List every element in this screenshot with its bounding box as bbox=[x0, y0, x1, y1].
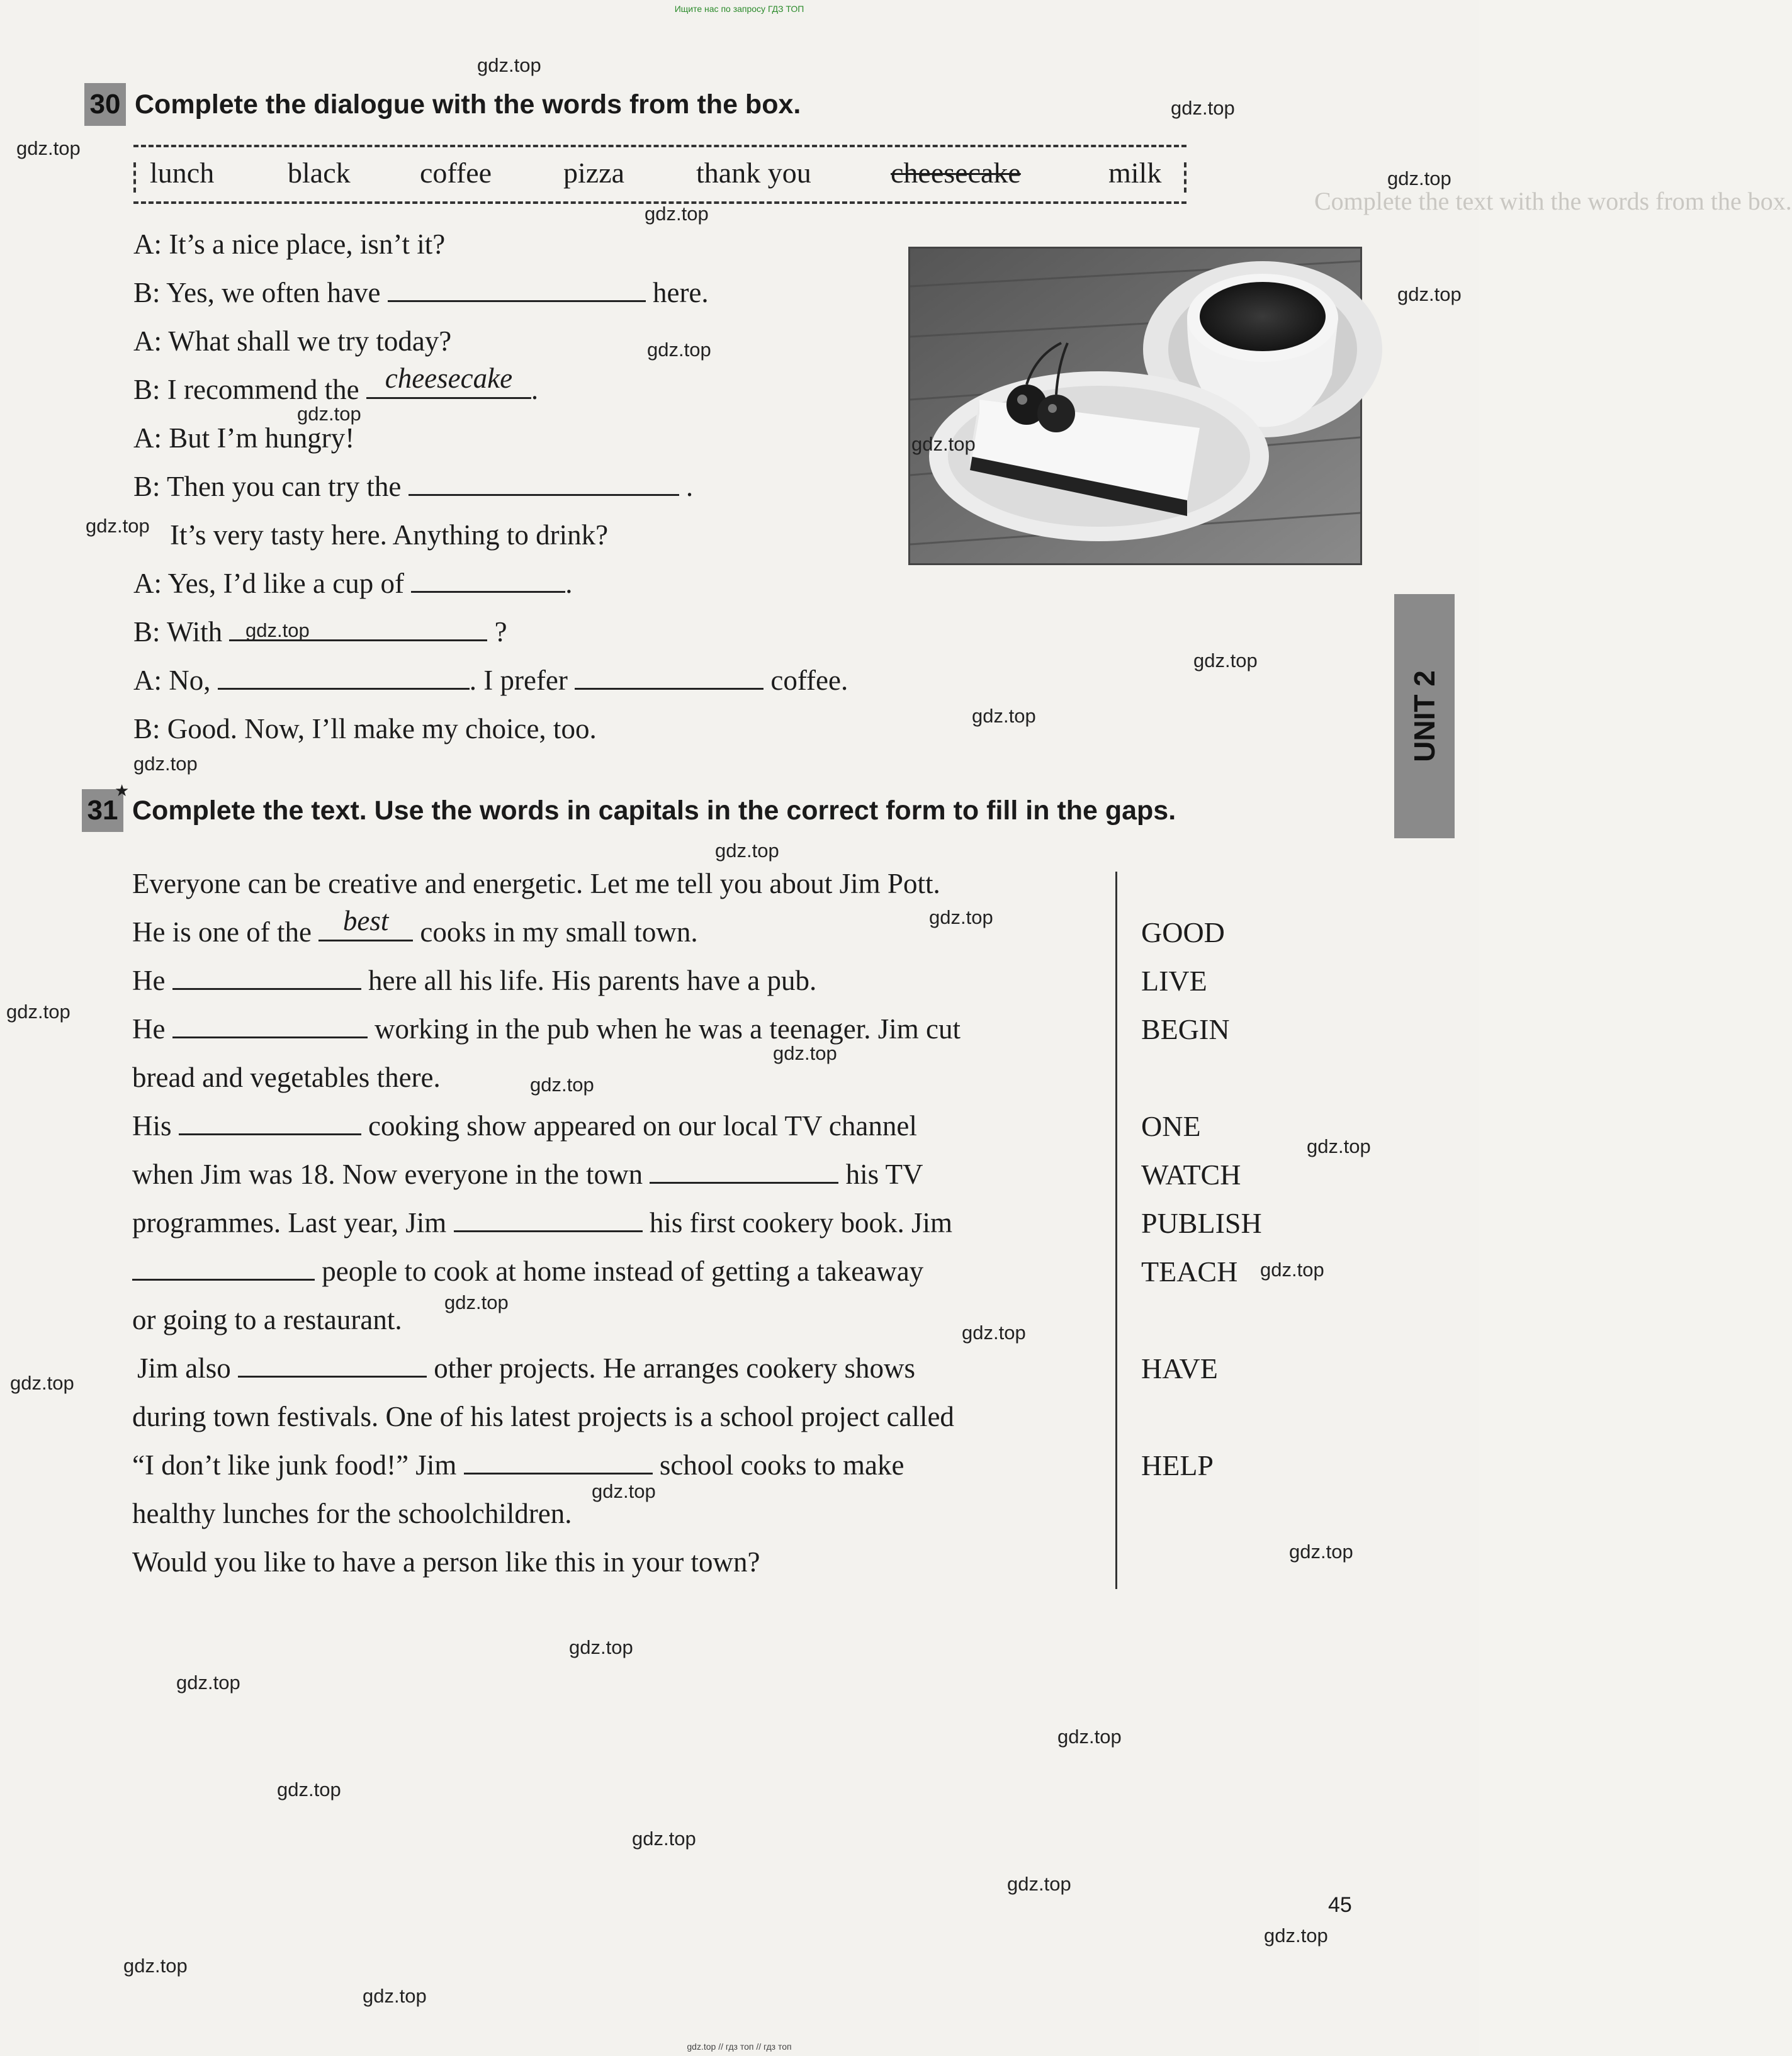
answer-gap[interactable] bbox=[218, 665, 470, 690]
text-line-4 bbox=[132, 1013, 961, 1045]
watermark: gdz.top bbox=[972, 705, 1036, 727]
watermark: gdz.top bbox=[632, 1828, 696, 1850]
watermark: gdz.top bbox=[133, 753, 198, 775]
dialogue-text: A: Yes, I’d like a cup of bbox=[133, 568, 404, 599]
dialogue-line-2 bbox=[133, 276, 709, 309]
watermark: gdz.top bbox=[773, 1042, 837, 1064]
answer-gap[interactable] bbox=[388, 278, 646, 302]
watermark: gdz.top bbox=[1307, 1135, 1371, 1157]
text-fragment: cooks in my small town. bbox=[420, 916, 698, 948]
text-fragment: He bbox=[132, 1013, 166, 1045]
text-line-2 bbox=[132, 905, 698, 948]
difficulty-star-icon: ★ bbox=[115, 782, 130, 800]
answer-gap[interactable] bbox=[409, 471, 679, 496]
text-line-9 bbox=[132, 1255, 923, 1288]
text-fragment: “I don’t like junk food!” Jim bbox=[132, 1449, 457, 1481]
text-fragment: cooking show appeared on our local TV channel bbox=[368, 1110, 917, 1142]
cheesecake-coffee-photo bbox=[908, 247, 1362, 565]
capital-word-publish: PUBLISH bbox=[1141, 1207, 1262, 1239]
text-fragment: his TV bbox=[845, 1159, 923, 1190]
watermark: gdz.top bbox=[10, 1372, 74, 1394]
watermark: gdz.top bbox=[297, 403, 361, 425]
text-fragment: working in the pub when he was a teenager. Jim cut bbox=[374, 1013, 961, 1045]
answer-gap[interactable] bbox=[575, 665, 764, 690]
dialogue-text: B: Yes, we often have bbox=[133, 277, 381, 308]
text-fragment: his first cookery book. Jim bbox=[649, 1207, 953, 1239]
text-fragment: His bbox=[132, 1110, 172, 1142]
dialogue-text: coffee. bbox=[770, 665, 848, 696]
text-line-10: or going to a restaurant. bbox=[132, 1304, 402, 1335]
capital-word-live: LIVE bbox=[1141, 965, 1207, 997]
watermark: gdz.top bbox=[86, 515, 150, 537]
capital-word-good: GOOD bbox=[1141, 916, 1225, 948]
text-fragment: Jim also bbox=[137, 1352, 231, 1384]
text-line-12: during town festivals. One of his latest projects is a school project called bbox=[132, 1401, 954, 1432]
dialogue-text: A: No, bbox=[133, 665, 211, 696]
capital-word-one: ONE bbox=[1141, 1110, 1201, 1142]
watermark: gdz.top bbox=[123, 1955, 188, 1977]
watermark: gdz.top bbox=[929, 906, 993, 928]
answer-gap[interactable] bbox=[132, 1256, 315, 1281]
answer-gap[interactable] bbox=[318, 905, 413, 941]
word-lunch: lunch bbox=[150, 157, 215, 189]
exercise-31-title: Complete the text. Use the words in capitals in the correct form to fill in the gaps. bbox=[132, 795, 1176, 826]
dialogue-text: B: I recommend the bbox=[133, 374, 359, 405]
word-box bbox=[133, 145, 1186, 204]
dialogue-text: B: Then you can try the bbox=[133, 471, 402, 502]
text-fragment: other projects. He arranges cookery shows bbox=[434, 1352, 916, 1384]
capital-word-teach: TEACH bbox=[1141, 1256, 1238, 1288]
watermark: gdz.top bbox=[645, 203, 709, 225]
watermark: gdz.top bbox=[962, 1322, 1026, 1344]
watermark: gdz.top bbox=[16, 137, 81, 159]
photo-illustration bbox=[910, 249, 1360, 563]
text-fragment: school cooks to make bbox=[659, 1449, 904, 1481]
watermark: gdz.top bbox=[477, 54, 541, 76]
text-fragment: He is one of the bbox=[132, 916, 312, 948]
word-box-right-edge bbox=[1184, 162, 1186, 193]
dialogue-text: . I prefer bbox=[469, 665, 568, 696]
text-fragment: here all his life. His parents have a pub. bbox=[368, 965, 817, 996]
watermark: gdz.top bbox=[911, 433, 976, 455]
capital-word-begin: BEGIN bbox=[1141, 1013, 1230, 1045]
capital-word-watch: WATCH bbox=[1141, 1159, 1241, 1191]
dialogue-line-11: B: Good. Now, I’ll make my choice, too. bbox=[133, 713, 597, 744]
text-line-14: healthy lunches for the schoolchildren. bbox=[132, 1498, 572, 1529]
watermark: gdz.top bbox=[6, 1001, 70, 1023]
text-fragment: programmes. Last year, Jim bbox=[132, 1207, 447, 1239]
answer-gap[interactable] bbox=[366, 362, 531, 399]
answer-gap[interactable] bbox=[454, 1208, 643, 1232]
watermark: gdz.top bbox=[1289, 1541, 1353, 1563]
watermark: gdz.top bbox=[1260, 1259, 1324, 1281]
dialogue-line-3: A: What shall we try today? bbox=[133, 325, 452, 357]
dialogue-line-5: A: But I’m hungry! bbox=[133, 422, 355, 454]
dialogue-text: ? bbox=[494, 616, 507, 648]
capital-word-have: HAVE bbox=[1141, 1352, 1218, 1385]
word-cheesecake-used: cheesecake bbox=[891, 157, 1021, 189]
answer-gap[interactable] bbox=[179, 1111, 361, 1135]
answer-gap[interactable] bbox=[172, 965, 361, 990]
text-line-1: Everyone can be creative and energetic. Let me tell you about Jim Pott. bbox=[132, 868, 940, 899]
watermark: gdz.top bbox=[647, 339, 711, 361]
word-box-left-edge bbox=[133, 162, 136, 193]
watermark: gdz.top bbox=[245, 619, 310, 641]
watermark: gdz.top bbox=[176, 1671, 240, 1694]
dialogue-line-7: It’s very tasty here. Anything to drink? bbox=[170, 519, 609, 551]
dialogue-text: . bbox=[565, 568, 573, 599]
dialogue-line-1: A: It’s a nice place, isn’t it? bbox=[133, 228, 446, 260]
handwritten-answer: cheesecake bbox=[385, 362, 513, 394]
ghost-text: Complete the text with the words from the box. bbox=[1314, 187, 1792, 215]
dialogue-line-8 bbox=[133, 567, 572, 600]
page-number: 45 bbox=[1328, 1893, 1352, 1917]
text-line-13 bbox=[132, 1449, 904, 1481]
footer-note: gdz.top // гдз топ // гдз топ bbox=[687, 2042, 792, 2052]
watermark: gdz.top bbox=[277, 1778, 341, 1800]
dialogue-text: . bbox=[685, 471, 694, 502]
text-line-15: Would you like to have a person like this in your town? bbox=[132, 1546, 760, 1578]
text-line-11 bbox=[137, 1352, 915, 1385]
watermark: gdz.top bbox=[363, 1985, 427, 2007]
dialogue-line-10 bbox=[133, 664, 848, 697]
capitals-divider bbox=[1115, 872, 1117, 1589]
text-line-7 bbox=[132, 1158, 923, 1191]
watermark: gdz.top bbox=[1193, 649, 1258, 671]
text-line-3 bbox=[132, 964, 816, 997]
text-fragment: He bbox=[132, 965, 166, 996]
watermark: gdz.top bbox=[569, 1636, 633, 1658]
handwritten-answer: best bbox=[342, 905, 389, 936]
watermark: gdz.top bbox=[1007, 1873, 1071, 1895]
exercise-31-number: 31 bbox=[82, 789, 123, 832]
watermark: gdz.top bbox=[715, 840, 779, 862]
text-fragment: when Jim was 18. Now everyone in the town bbox=[132, 1159, 643, 1190]
text-fragment: people to cook at home instead of getting a takeaway bbox=[322, 1256, 924, 1287]
text-line-5: bread and vegetables there. bbox=[132, 1062, 441, 1093]
dialogue-text: . bbox=[531, 374, 539, 405]
answer-gap[interactable] bbox=[650, 1159, 838, 1184]
unit-tab-label: UNIT 2 bbox=[1408, 670, 1441, 762]
watermark: gdz.top bbox=[592, 1480, 656, 1502]
watermark: gdz.top bbox=[444, 1291, 509, 1313]
dialogue-text: B: With bbox=[133, 616, 223, 648]
answer-gap[interactable] bbox=[411, 568, 565, 593]
dialogue-line-9 bbox=[133, 615, 507, 648]
watermark: gdz.top bbox=[1397, 283, 1462, 305]
word-milk: milk bbox=[1108, 157, 1162, 189]
word-thank-you: thank you bbox=[696, 157, 811, 189]
answer-gap[interactable] bbox=[172, 1014, 368, 1038]
exercise-30-title: Complete the dialogue with the words from the box. bbox=[135, 89, 801, 120]
header-note: Ищите нас по запросу ГДЗ ТОП bbox=[674, 4, 804, 14]
watermark: gdz.top bbox=[530, 1074, 594, 1096]
dialogue-text: here. bbox=[652, 277, 709, 308]
capital-word-help: HELP bbox=[1141, 1449, 1214, 1481]
watermark: gdz.top bbox=[1171, 97, 1235, 119]
word-black: black bbox=[288, 157, 351, 189]
text-line-6 bbox=[132, 1109, 917, 1142]
watermark: gdz.top bbox=[1387, 167, 1451, 189]
dialogue-line-4 bbox=[133, 362, 539, 406]
word-coffee: coffee bbox=[420, 157, 492, 189]
watermark: gdz.top bbox=[1264, 1924, 1328, 1946]
watermark: gdz.top bbox=[1057, 1726, 1122, 1748]
exercise-30-number: 30 bbox=[84, 83, 126, 126]
text-line-8 bbox=[132, 1206, 952, 1239]
word-pizza: pizza bbox=[563, 157, 625, 189]
answer-gap[interactable] bbox=[464, 1450, 653, 1475]
dialogue-line-6 bbox=[133, 470, 693, 503]
answer-gap[interactable] bbox=[238, 1353, 427, 1378]
